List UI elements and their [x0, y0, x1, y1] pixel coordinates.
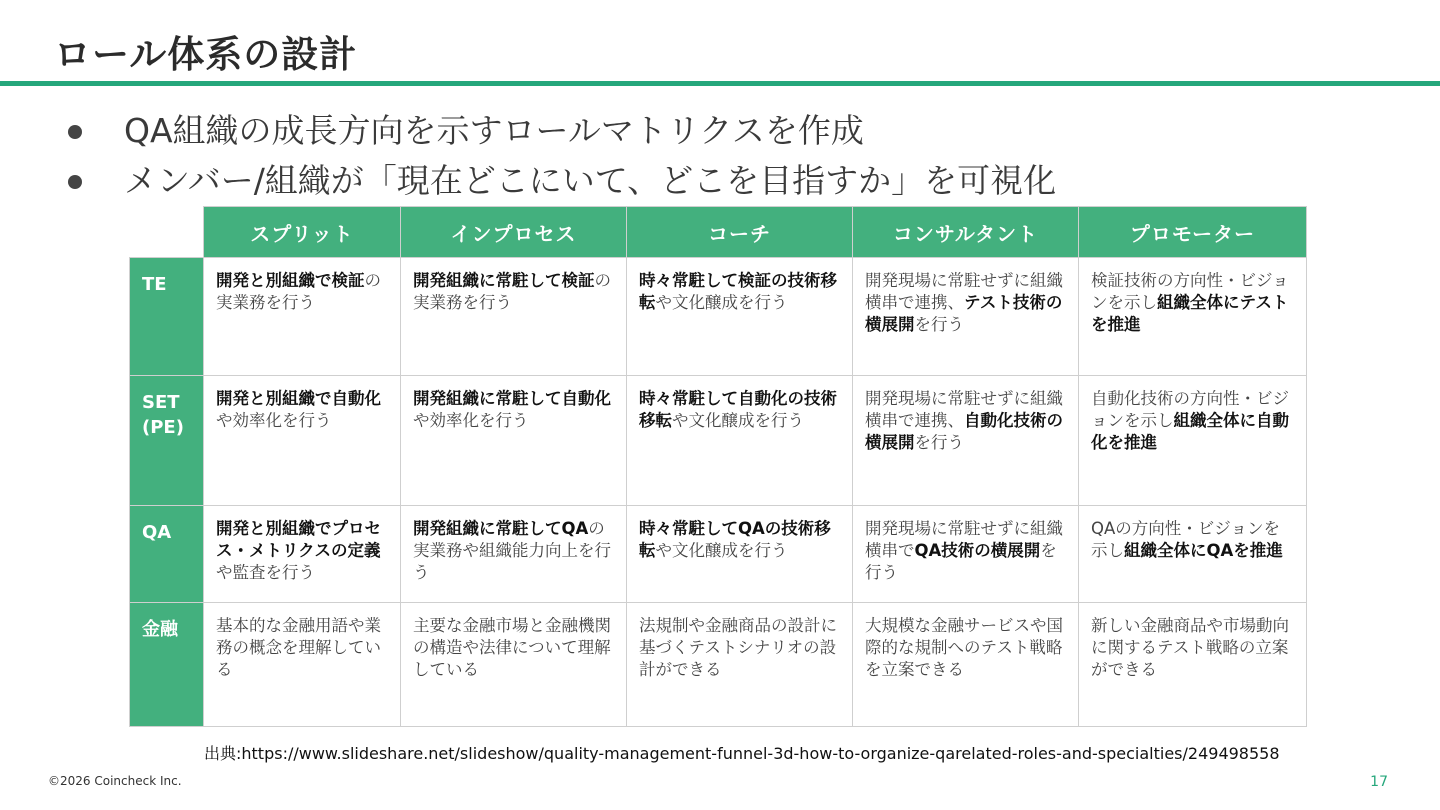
row-header: QA: [130, 506, 204, 603]
table-cell: [401, 603, 627, 727]
table-cell: [627, 376, 853, 506]
cell-text: 検証技術の方向性・ビジョンを示し: [1091, 271, 1289, 312]
slide-title: ロール体系の設計: [54, 33, 358, 76]
cell-text: 大規模な金融サービスや国際的な規制へのテスト戦略を立案できる: [865, 616, 1063, 679]
cell-text: 基本的な金融用語や業務の概念を理解している: [216, 616, 381, 679]
bullet-text: メンバー/組織が「現在どこにいて、どこを目指すか」を可視化: [124, 161, 1057, 200]
cell-text: や文化醸成を行う: [655, 541, 788, 560]
cell-text: 新しい金融商品や市場動向に関するテスト戦略の立案ができる: [1091, 616, 1289, 679]
cell-text: や監査を行う: [216, 563, 315, 582]
cell-text-bold: 開発組織に常駐してQA: [413, 519, 589, 538]
cell-text-bold: 開発と別組織でプロセス・メトリクスの定義: [216, 519, 381, 560]
column-header-coach: コーチ: [627, 207, 853, 258]
cell-text: の実業務や組織能力向上を行う: [413, 519, 611, 582]
bullet-dot-icon: [68, 175, 82, 189]
role-matrix-table: [129, 206, 1307, 727]
cell-text: の実業務を行う: [216, 271, 381, 312]
table-row: [130, 258, 1307, 376]
corner-cell: [130, 207, 204, 258]
bullet-item: [66, 156, 1056, 206]
table-cell: [204, 603, 401, 727]
table-cell: [401, 506, 627, 603]
table-cell: [204, 376, 401, 506]
table-cell: [627, 506, 853, 603]
cell-text-bold: 組織全体にテストを推進: [1091, 293, 1289, 334]
cell-text: 法規制や金融商品の設計に基づくテストシナリオの設計ができる: [639, 616, 837, 679]
cell-text: や文化醸成を行う: [655, 293, 788, 312]
row-header: SET (PE): [130, 376, 204, 506]
cell-text: 開発現場に常駐せずに組織横串で: [865, 519, 1063, 560]
cell-text-bold: 開発と別組織で自動化: [216, 389, 381, 408]
cell-text-bold: 時々常駐して自動化の技術移転: [639, 389, 837, 430]
source-citation: 出典:https://www.slideshare.net/slideshow/quality-management-funnel-3d-how-to-organize-qarelated-roles-and-specialties/249498558: [204, 744, 1280, 763]
cell-text: QAの方向性・ビジョンを示し: [1091, 519, 1280, 560]
cell-text-bold: 組織全体に自動化を推進: [1091, 411, 1289, 452]
table-cell: [853, 258, 1079, 376]
row-header: TE: [130, 258, 204, 376]
table-cell: [1079, 506, 1307, 603]
table-cell: [401, 376, 627, 506]
bullet-list: [66, 106, 1056, 206]
column-header-inprocess: インプロセス: [401, 207, 627, 258]
table-cell: [627, 258, 853, 376]
cell-text: 自動化技術の方向性・ビジョンを示し: [1091, 389, 1289, 430]
cell-text-bold: 時々常駐してQAの技術移転: [639, 519, 831, 560]
column-header-consultant: コンサルタント: [853, 207, 1079, 258]
table-cell: [1079, 603, 1307, 727]
cell-text-bold: 開発組織に常駐して自動化: [413, 389, 611, 408]
column-header-split: スプリット: [204, 207, 401, 258]
table-cell: [1079, 376, 1307, 506]
table-row: [130, 506, 1307, 603]
table-cell: [204, 258, 401, 376]
cell-text: の実業務を行う: [413, 271, 611, 312]
matrix-body: [130, 258, 1307, 727]
cell-text: や文化醸成を行う: [672, 411, 804, 430]
table-cell: [204, 506, 401, 603]
title-divider: [0, 81, 1440, 86]
table-row: [130, 376, 1307, 506]
table-cell: [853, 603, 1079, 727]
cell-text-bold: QA技術の横展開: [914, 541, 1041, 560]
cell-text-bold: 開発組織に常駐して検証: [413, 271, 595, 290]
cell-text: を行う: [914, 433, 964, 452]
cell-text: 開発現場に常駐せずに組織横串で連携、: [865, 271, 1063, 312]
table-cell: [627, 603, 853, 727]
copyright: ©2026 Coincheck Inc.: [48, 774, 182, 788]
header-row: [130, 207, 1307, 258]
bullet-dot-icon: [68, 125, 82, 139]
cell-text: を行う: [914, 315, 964, 334]
cell-text: 開発現場に常駐せずに組織横串で連携、: [865, 389, 1063, 430]
cell-text: や効率化を行う: [216, 411, 332, 430]
cell-text: や効率化を行う: [413, 411, 529, 430]
cell-text: 主要な金融市場と金融機関の構造や法律について理解している: [413, 616, 611, 679]
bullet-item: [66, 106, 1056, 156]
cell-text-bold: 時々常駐して検証の技術移転: [639, 271, 837, 312]
table-cell: [853, 506, 1079, 603]
table-cell: [401, 258, 627, 376]
cell-text-bold: 開発と別組織で検証: [216, 271, 365, 290]
bullet-text: QA組織の成長方向を示すロールマトリクスを作成: [124, 111, 864, 150]
column-header-promoter: プロモーター: [1079, 207, 1307, 258]
cell-text-bold: テスト技術の横展開: [865, 293, 1063, 334]
table-row: [130, 603, 1307, 727]
cell-text: を行う: [865, 541, 1057, 582]
page-number: 17: [1370, 774, 1388, 790]
row-header: 金融: [130, 603, 204, 727]
table-cell: [1079, 258, 1307, 376]
cell-text-bold: 組織全体にQAを推進: [1124, 541, 1283, 560]
cell-text-bold: 自動化技術の横展開: [865, 411, 1063, 452]
table-cell: [853, 376, 1079, 506]
